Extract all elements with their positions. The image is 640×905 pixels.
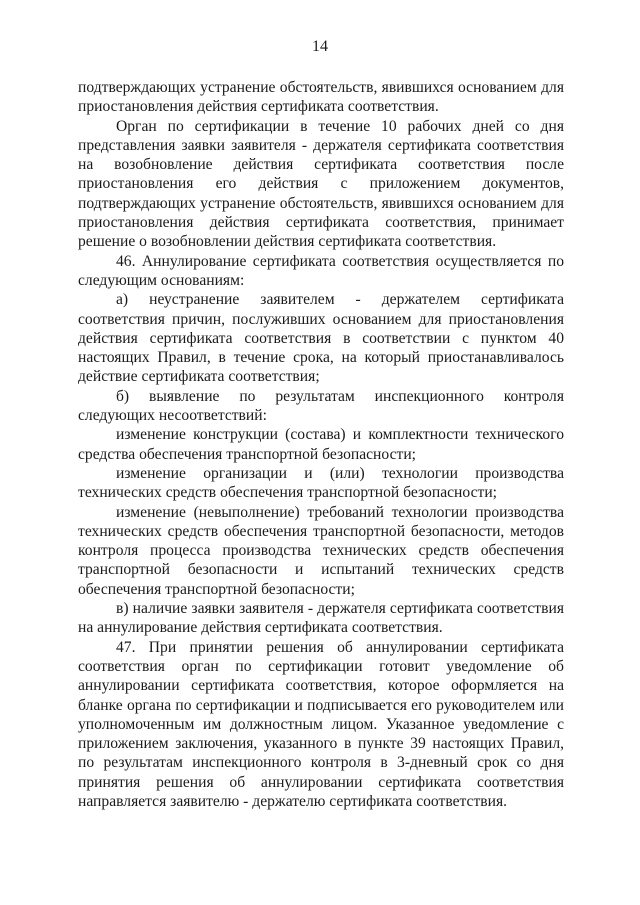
paragraph-46-b-organization: изменение организации и (или) технологии производства технических средств обеспечения транспортной безопасности; [78,464,564,502]
paragraph-46-item-a: а) неустранение заявителем - держателем сертификата соответствия причин, послуживших основанием для приостановления действия сертификата соответствия в соответствии с пунктом 40 настоящих Правил, в течение срока, на который приостанавливалось действие сертификата соответствия; [78,291,564,386]
paragraph-46-item-v: в) наличие заявки заявителя - держателя сертификата соответствия на аннулирование действия сертификата соответствия. [78,600,564,637]
paragraph-46-b-construction: изменение конструкции (состава) и комплектности технического средства обеспечения транспортной безопасности; [78,426,564,463]
page-number: 14 [312,38,328,55]
paragraph-renewal-decision: Орган по сертификации в течение 10 рабочих дней со дня представления заявки заявителя - держателя сертификата соответствия на возобновление действия сертификата соответствия после приостановления его действия с приложением документов, подтверждающих устранение обстоятельств, явившихся основанием для приостановления действия сертификата соответствия, принимает решение о возобновлении действия сертификата соответствия. [78,117,564,251]
paragraph-47-notification: 47. При принятии решения об аннулировании сертификата соответствия орган по сертификации готовит уведомление об аннулировании сертификата соответствия, которое оформляется на бланке органа по сертификации и подписывается его руководителем или уполномоченным им должностным лицом. Указанное уведомление с приложением заключения, указанного в пункте 39 настоящих Правил, по результатам инспекционного контроля в 3-дневный срок со дня принятия решения об аннулировании сертификата соответствия направляется заявителю - держателю сертификата соответствия. [78,638,564,810]
paragraph-46-item-b: б) выявление по результатам инспекционного контроля следующих несоответствий: [78,387,564,425]
paragraph-46-b-technology: изменение (невыполнение) требований технологии производства технических средств обеспечения транспортной безопасности, методов контроля процесса производства технических средств обеспечения транспортной безопасности и испытаний технических средств обеспечения транспортной безопасности; [78,503,564,598]
paragraph-continuation: подтверждающих устранение обстоятельств, явившихся основанием для приостановления действия сертификата соответствия. [78,79,564,116]
document-body [78,78,564,811]
paragraph-46-annulment-grounds: 46. Аннулирование сертификата соответствия осуществляется по следующим основаниям: [78,252,564,289]
